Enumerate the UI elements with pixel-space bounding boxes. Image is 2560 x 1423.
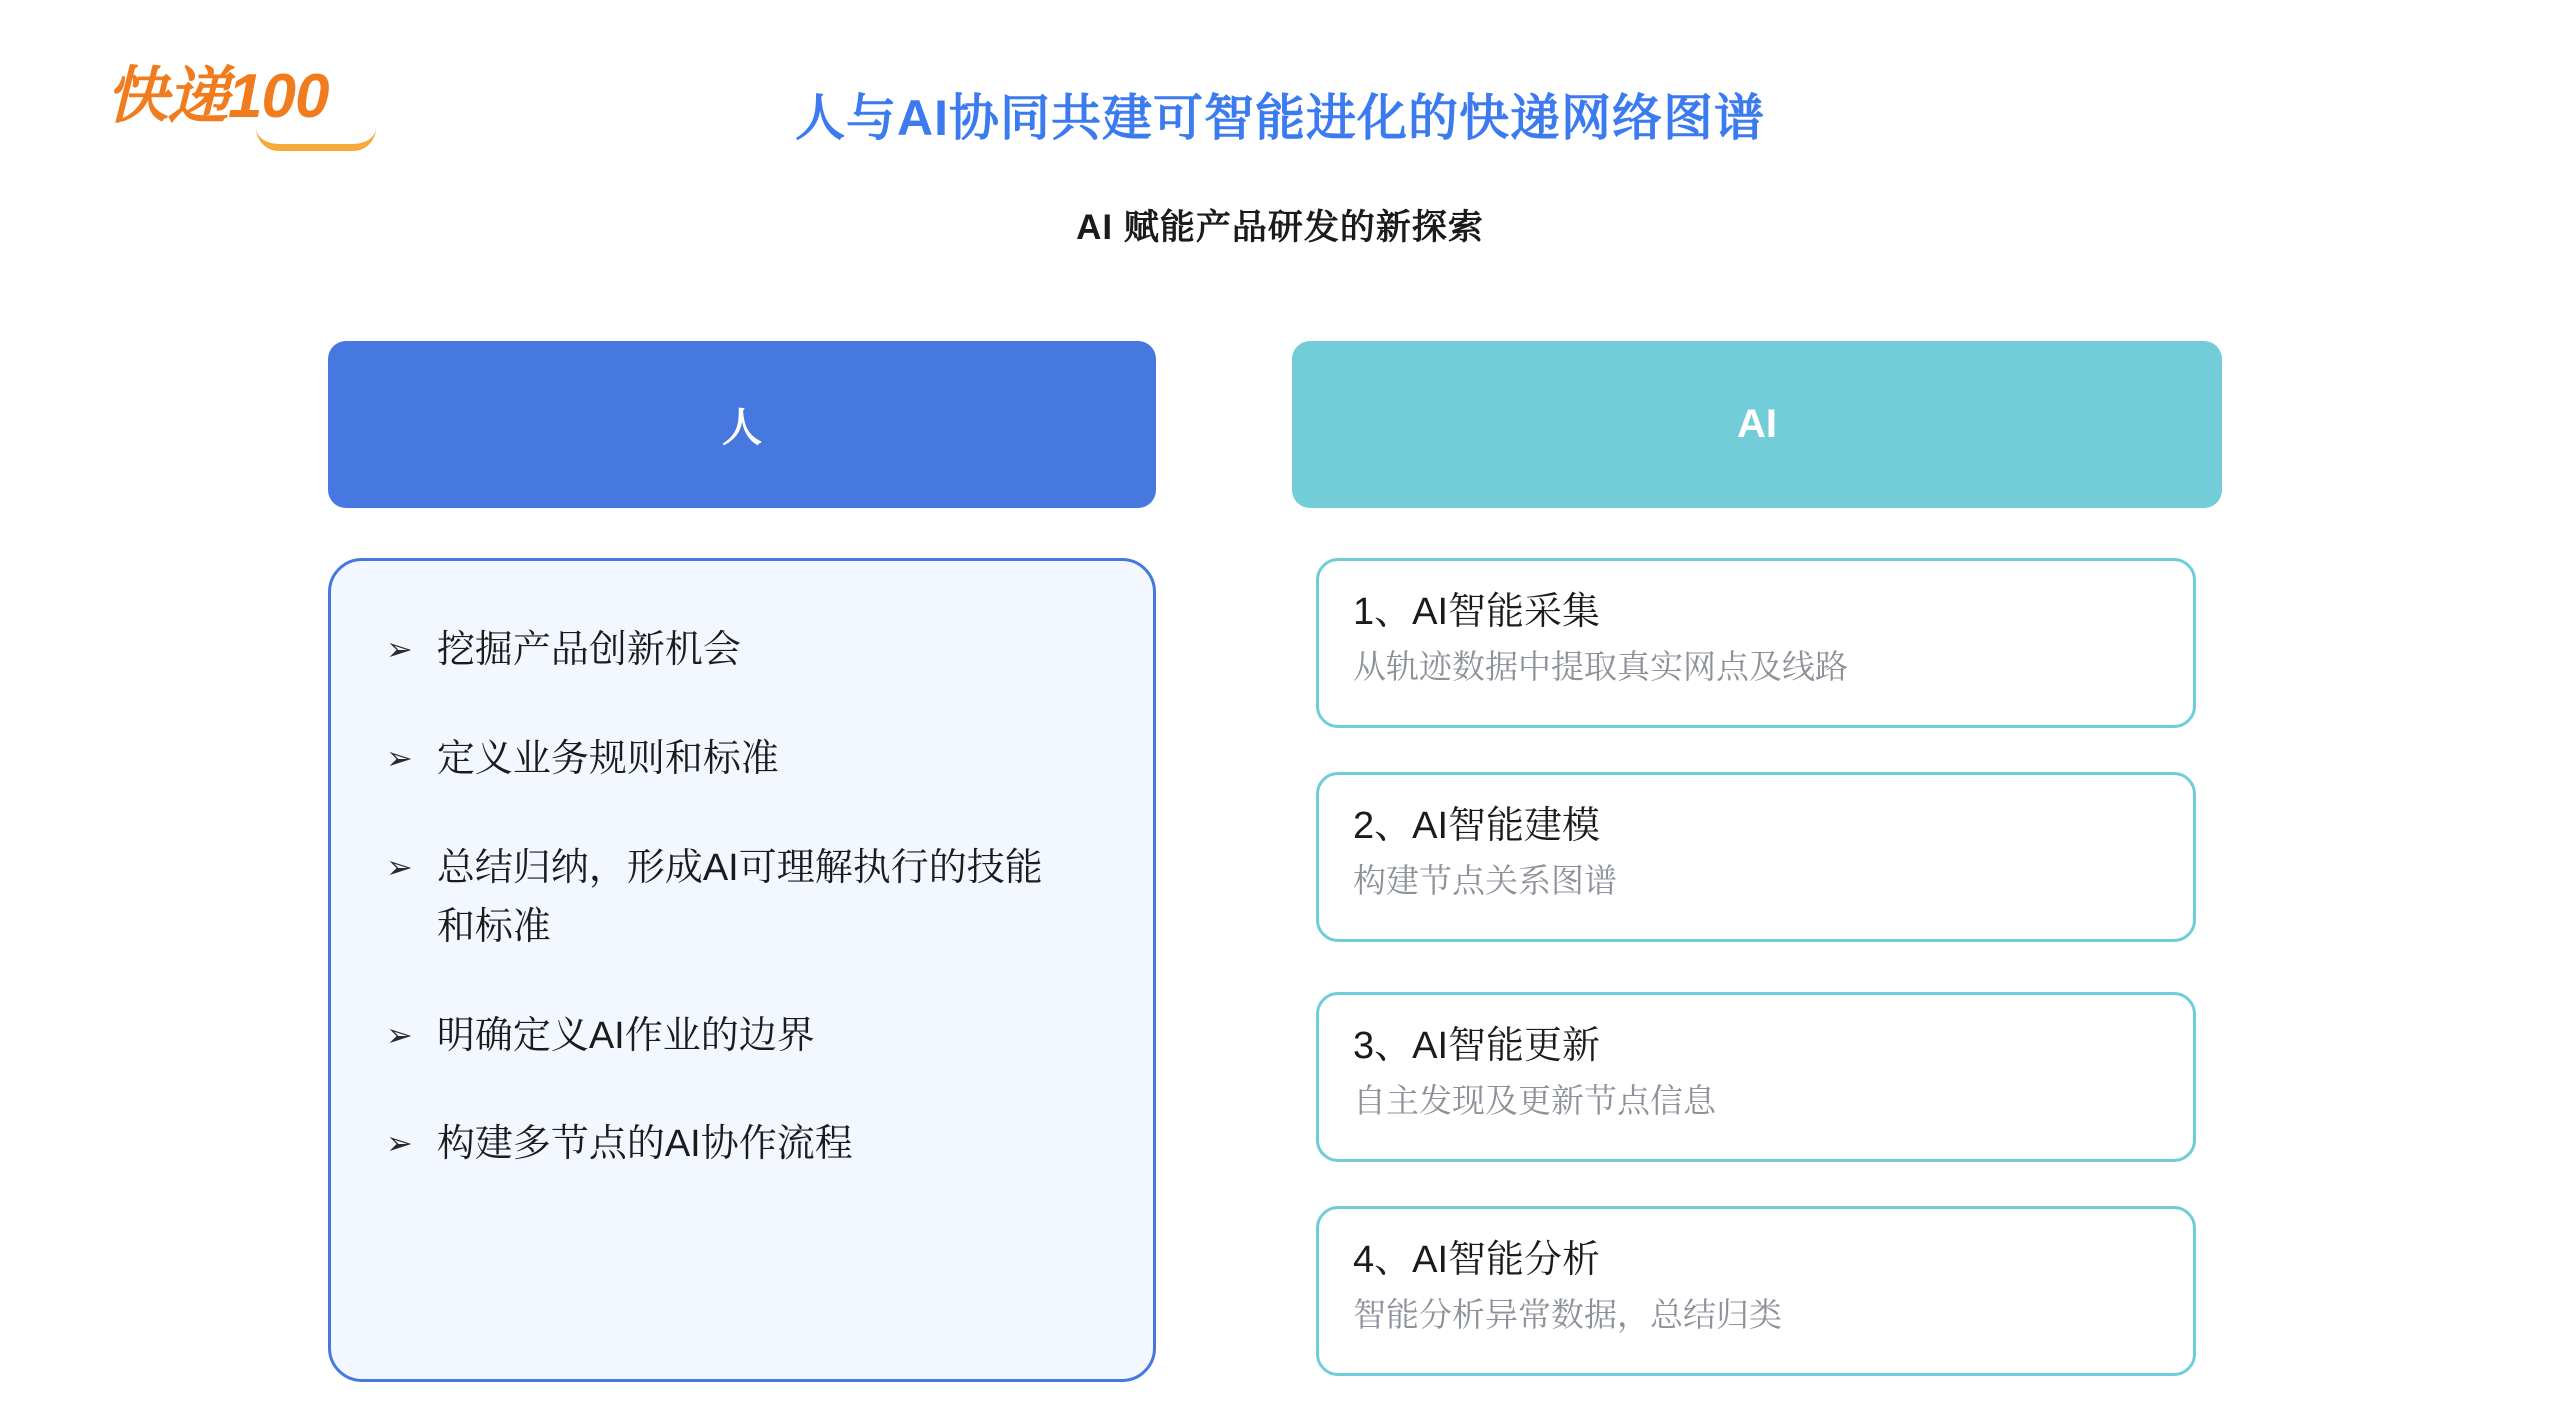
- ai-capability-card: [1316, 772, 2196, 942]
- arrow-bullet-icon: ➢: [386, 1125, 413, 1162]
- ai-capability-title: 3、AI智能更新: [1353, 1025, 1601, 1067]
- list-item-label: 定义业务规则和标准: [436, 737, 779, 780]
- arrow-bullet-icon: ➢: [386, 848, 413, 885]
- list-item: [386, 1007, 1113, 1066]
- list-item-label: 总结归纳，形成AI可理解执行的技能和标准: [436, 846, 1043, 948]
- arrow-bullet-icon: ➢: [386, 739, 413, 776]
- column-header-human-label: 人: [722, 406, 762, 450]
- ai-capability-description: 智能分析异常数据，总结归类: [1353, 1295, 1782, 1333]
- column-header-ai-label: AI: [1737, 402, 1777, 446]
- list-item: [386, 730, 1113, 789]
- ai-capability-card: [1316, 1206, 2196, 1376]
- ai-capability-description: 从轨迹数据中提取真实网点及线路: [1353, 647, 1848, 685]
- page-title: 人与AI协同共建可智能进化的快递网络图谱: [795, 90, 1765, 146]
- ai-capability-title: 2、AI智能建模: [1353, 805, 1601, 847]
- human-responsibilities-panel: [328, 558, 1156, 1382]
- list-item-label: 明确定义AI作业的边界: [436, 1014, 815, 1057]
- list-item: [386, 1115, 1113, 1174]
- brand-logo-text: 快递100: [106, 62, 329, 131]
- column-header-human: [328, 341, 1156, 508]
- ai-capability-card: [1316, 992, 2196, 1162]
- list-item-label: 挖掘产品创新机会: [436, 629, 741, 671]
- arrow-bullet-icon: ➢: [386, 631, 413, 667]
- list-item: [386, 839, 1113, 957]
- ai-capability-title: 1、AI智能采集: [1353, 591, 1601, 633]
- list-item-label: 构建多节点的AI协作流程: [436, 1123, 853, 1166]
- list-item: [386, 621, 1113, 680]
- column-header-ai: [1292, 341, 2222, 508]
- arrow-bullet-icon: ➢: [386, 1016, 413, 1053]
- ai-capability-title: 4、AI智能分析: [1353, 1239, 1601, 1281]
- ai-capability-card: [1316, 558, 2196, 728]
- page-subtitle: AI 赋能产品研发的新探索: [1076, 208, 1484, 247]
- ai-capability-description: 构建节点关系图谱: [1353, 861, 1617, 899]
- ai-capability-description: 自主发现及更新节点信息: [1353, 1081, 1716, 1119]
